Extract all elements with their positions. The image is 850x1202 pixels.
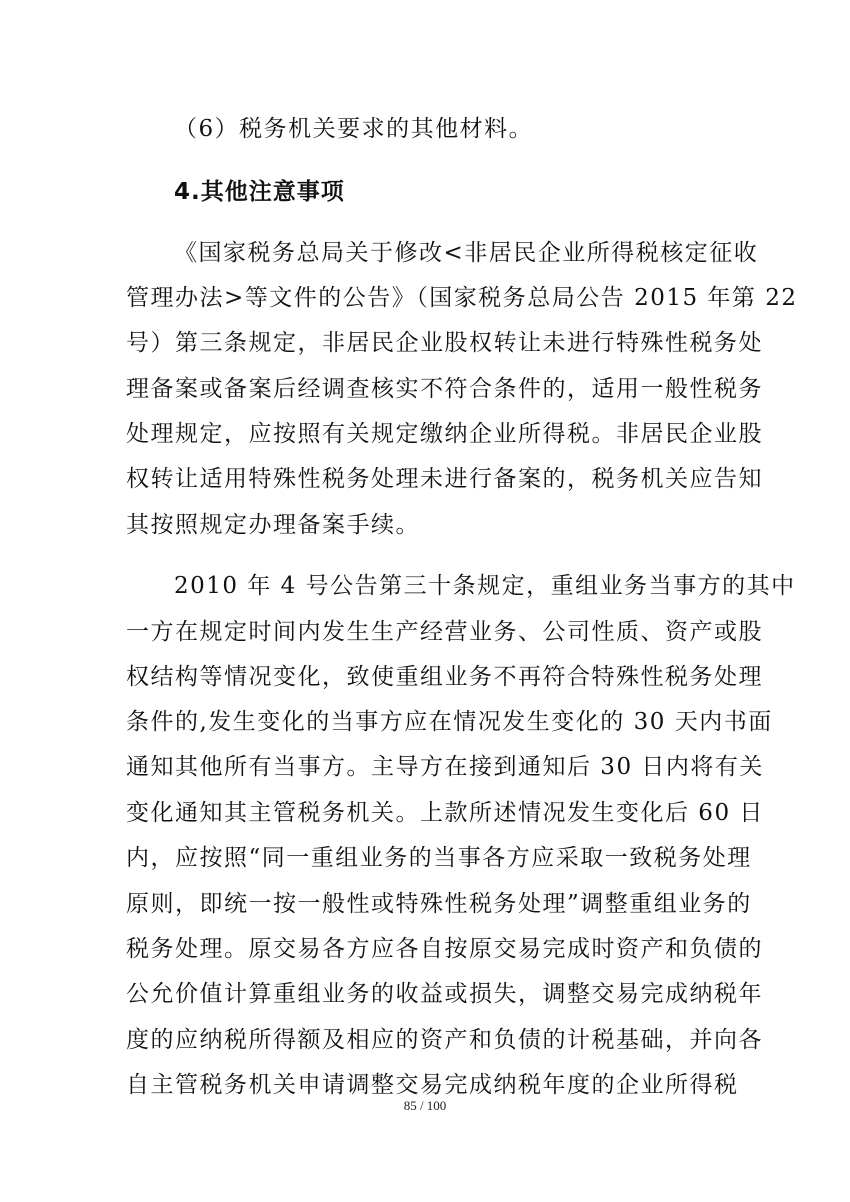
paragraph-line: 变化通知其主管税务机关。上款所述情况发生变化后 60 日 bbox=[126, 800, 764, 826]
paragraph-line: 通知其他所有当事方。主导方在接到通知后 30 日内将有关 bbox=[126, 754, 764, 780]
paragraph-line: 2010 年 4 号公告第三十条规定，重组业务当事方的其中 bbox=[174, 573, 796, 599]
paragraph-line: 权转让适用特殊性税务处理未进行备案的，税务机关应告知 bbox=[126, 466, 763, 492]
paragraph-line: 自主管税务机关申请调整交易完成纳税年度的企业所得税 bbox=[126, 1072, 739, 1098]
paragraph-line: 号）第三条规定，非居民企业股权转让未进行特殊性税务处 bbox=[126, 330, 763, 356]
paragraph-line: 原则，即统一按一般性或特殊性税务处理”调整重组业务的 bbox=[126, 891, 752, 917]
paragraph-line: 税务处理。原交易各方应各自按原交易完成时资产和负债的 bbox=[126, 936, 763, 962]
paragraph-line: 内，应按照“同一重组业务的当事各方应采取一致税务处理 bbox=[126, 845, 752, 871]
paragraph-line: 条件的,发生变化的当事方应在情况发生变化的 30 天内书面 bbox=[126, 709, 773, 735]
paragraph-line: 其按照规定办理备案手续。 bbox=[126, 512, 420, 538]
paragraph-line: 理备案或备案后经调查核实不符合条件的，适用一般性税务 bbox=[126, 376, 763, 402]
paragraph-line: 处理规定，应按照有关规定缴纳企业所得税。非居民企业股 bbox=[126, 421, 763, 447]
paragraph-line: 管理办法>等文件的公告》（国家税务总局公告 2015 年第 22 bbox=[126, 285, 798, 311]
paragraph-line: 权结构等情况变化，致使重组业务不再符合特殊性税务处理 bbox=[126, 664, 763, 690]
paragraph-line: 一方在规定时间内发生生产经营业务、公司性质、资产或股 bbox=[126, 619, 763, 645]
paragraph-line: 公允价值计算重组业务的收益或损失，调整交易完成纳税年 bbox=[126, 981, 763, 1007]
paragraph-line: 度的应纳税所得额及相应的资产和负债的计税基础，并向各 bbox=[126, 1027, 763, 1053]
section-heading: 4.其他注意事项 bbox=[174, 179, 345, 205]
list-item-6: （6）税务机关要求的其他材料。 bbox=[174, 116, 534, 142]
page-number: 85 / 100 bbox=[403, 1098, 447, 1113]
paragraph-line: 《国家税务总局关于修改<非居民企业所得税核定征收 bbox=[174, 240, 759, 266]
